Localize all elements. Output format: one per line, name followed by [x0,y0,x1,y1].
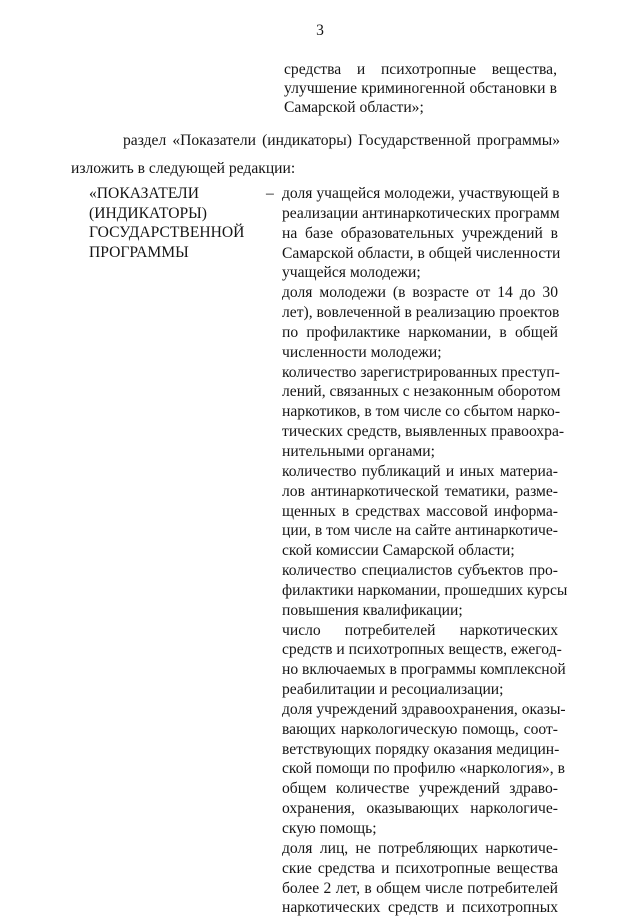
content-line: вающих наркологическую помощь, соот- [282,720,558,738]
content-line: число потребителей наркотических [282,621,558,639]
content-line: тических средств, выявленных правоохра- [282,423,565,441]
section-dash: – [266,185,274,202]
content-line: по профилактике наркомании, в общей [282,323,558,341]
content-line: доля учреждений здравоохранения, оказы- [282,700,566,718]
content-line: средств и психотропных веществ, ежегод- [282,641,562,659]
content-line: доля лиц, не потребляющих наркотиче- [282,839,558,857]
section-label-line: ПРОГРАММЫ [89,243,189,261]
continuation-line: улучшение криминогенной обстановки в [284,80,557,97]
intro-line-1: раздел «Показатели (индикаторы) Государственной программы» [123,132,560,149]
content-line: ской помощи по профилю «наркология», в [282,760,565,778]
content-line: учащейся молодежи; [282,264,421,282]
content-line: нительными органами; [282,442,435,460]
content-line: повышения квалификации; [282,601,463,619]
content-line: ветствующих порядку оказания медицин- [282,740,560,758]
content-line: ции, в том числе на сайте антинаркотиче- [282,522,558,540]
content-line: лов антинаркотической тематики, разме- [282,482,558,500]
continuation-line: средства и психотропные вещества, [284,61,557,78]
section-label-line: «ПОКАЗАТЕЛИ [89,185,199,202]
content-line: охранения, оказывающих наркологиче- [282,800,558,818]
continuation-fragment [284,60,557,117]
content-line: численности молодежи; [282,343,442,361]
section-label [89,184,259,262]
section-content [282,184,568,918]
content-line: но включаемых в программы комплексной [282,661,566,679]
content-line: лет), вовлеченной в реализацию проектов [282,304,560,322]
content-line: общем количестве учреждений здраво- [282,780,558,798]
content-line: наркотических средств и психотропных [282,899,558,917]
content-line: реабилитации и ресоциализации; [282,681,504,699]
content-line: щенных в средствах массовой информа- [282,502,558,520]
content-line: скую помощь; [282,820,377,837]
content-line: ской комиссии Самарской области; [282,542,515,560]
section-label-line: ГОСУДАРСТВЕННОЙ [89,224,245,241]
content-line: доля учащейся молодежи, участвующей в [282,185,560,202]
content-line: количество публикаций и иных материа- [282,462,558,480]
section-label-line: (ИНДИКАТОРЫ) [89,204,207,222]
content-line: количество зарегистрированных преступ- [282,363,560,381]
continuation-line: Самарской области»; [284,99,424,116]
content-line: количество специалистов субъектов про- [282,562,558,580]
content-line: реализации антинаркотических программ [282,204,560,222]
content-line: наркотиков, в том числе со сбытом нарко- [282,403,561,421]
content-line: на базе образовательных учреждений в [282,224,558,242]
content-line: филактики наркомании, прошедших курсы [282,581,568,599]
page-number: 3 [316,22,324,39]
content-line: более 2 лет, в общем числе потребителей [282,879,558,897]
content-line: Самарской области, в общей численности [282,244,561,262]
content-line: лений, связанных с незаконным оборотом [282,383,561,401]
content-line: ские средства и психотропные вещества [282,859,558,877]
intro-line-2: изложить в следующей редакции: [71,160,296,177]
content-line: доля молодежи (в возрасте от 14 до 30 [282,284,558,302]
